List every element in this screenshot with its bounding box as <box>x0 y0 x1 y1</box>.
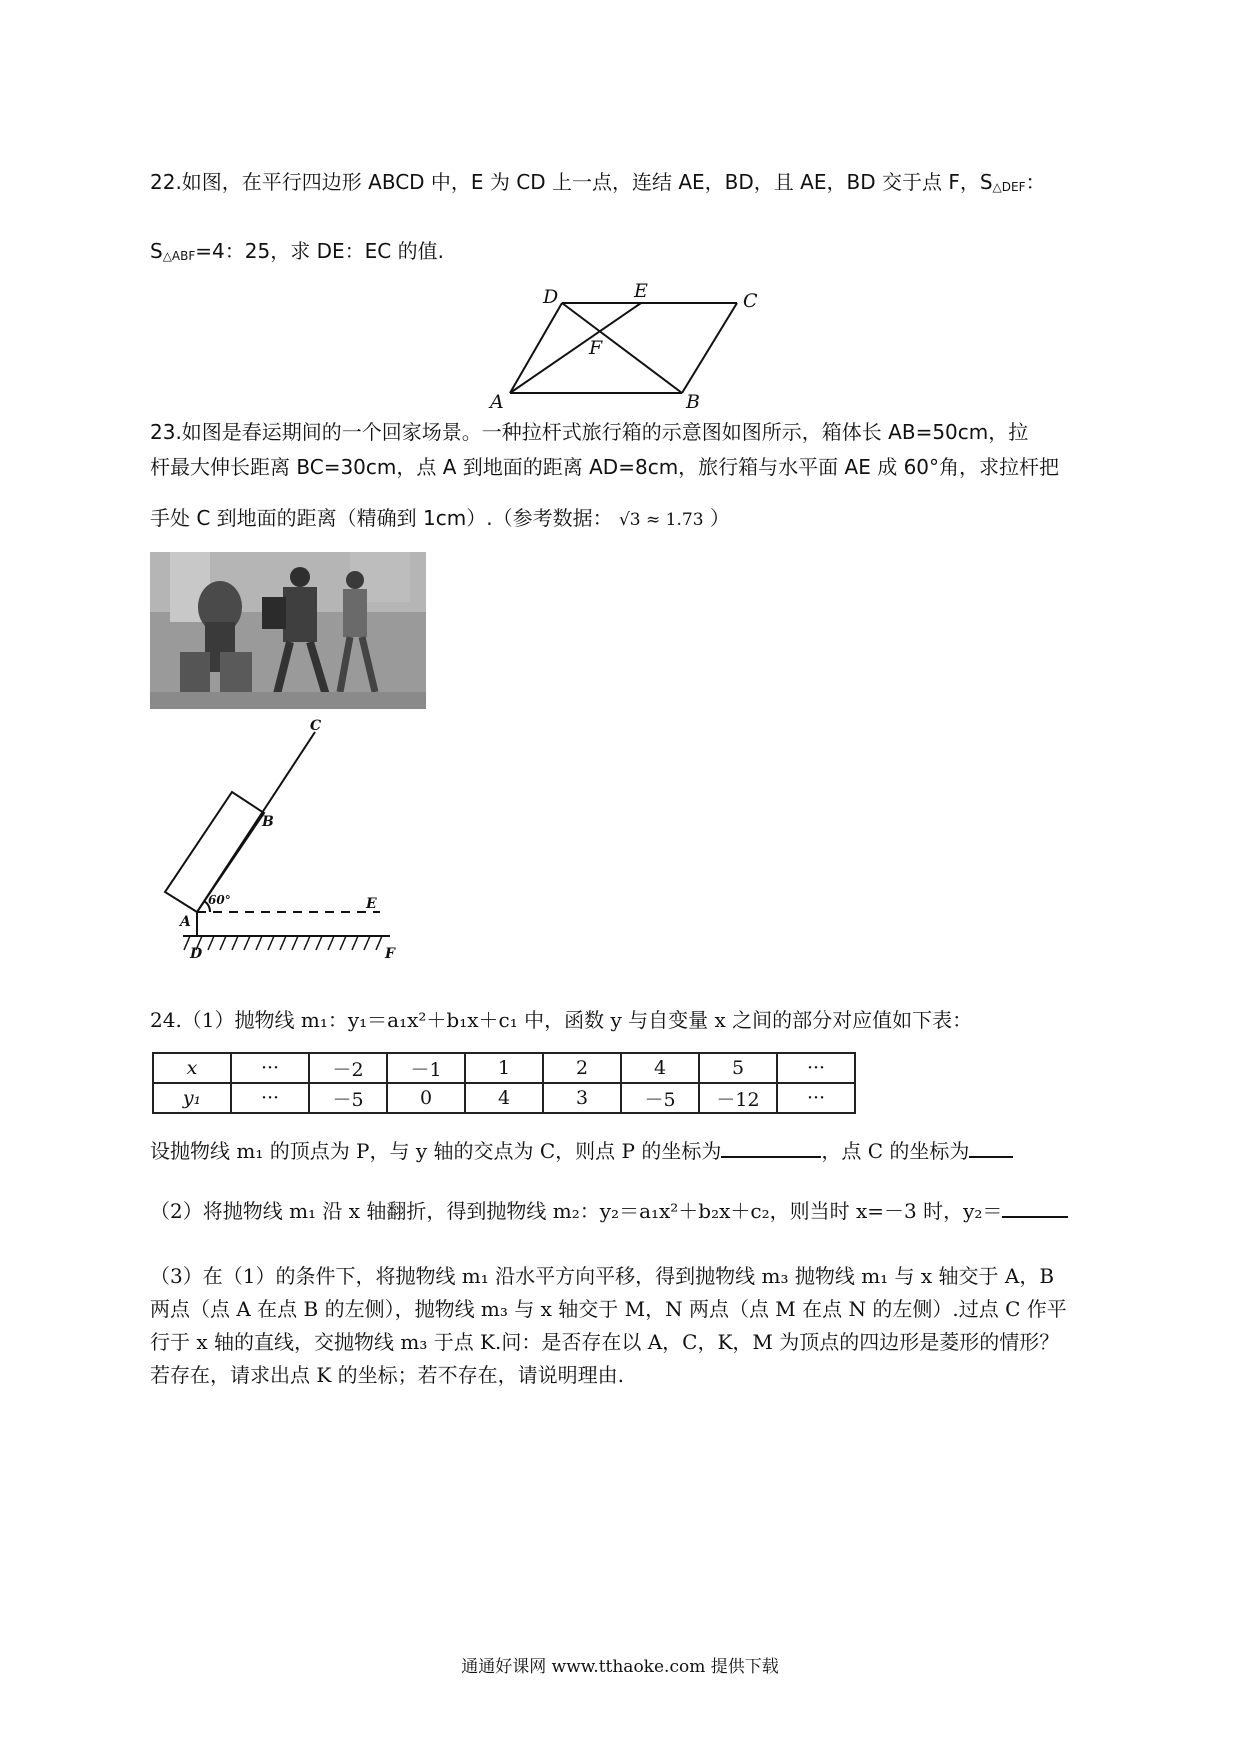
answer-blank-c[interactable] <box>969 1136 1013 1158</box>
label-e: E <box>634 280 648 302</box>
q24-part3-line1: （3）在（1）的条件下，将抛物线 m₁ 沿水平方向平移，得到抛物线 m₃ 抛物线 m₁ 与 x 轴交于 A，B <box>150 1264 1055 1288</box>
q22-text-1-end: ： <box>1025 170 1046 194</box>
label-c-fig: C <box>310 718 322 734</box>
table-row-x <box>153 1053 855 1083</box>
table-cell: ··· <box>231 1083 309 1113</box>
page-footer: 通通好课网 www.tthaoke.com 提供下载 <box>461 1657 779 1677</box>
label-d-fig: D <box>190 946 203 962</box>
table-cell: 0 <box>387 1083 465 1113</box>
table-cell: 4 <box>621 1053 699 1083</box>
q22-text-1: 22.如图，在平行四边形 ABCD 中，E 为 CD 上一点，连结 AE，BD，且 AE，BD 交于点 F，S <box>150 170 993 194</box>
q22-s: S <box>150 239 163 263</box>
q23-text-3: 手处 C 到地面的距离（精确到 1cm）.（参考数据： <box>150 506 613 530</box>
q24-part3-line3: 行于 x 轴的直线，交抛物线 m₃ 于点 K.问：是否存在以 A，C，K，M 为顶点的四边形是菱形的情形？ <box>150 1330 1060 1354</box>
answer-blank-p[interactable] <box>721 1136 821 1158</box>
label-a: A <box>490 391 504 413</box>
table-cell: －5 <box>309 1083 387 1113</box>
table-cell: －12 <box>699 1083 777 1113</box>
label-f: F <box>589 337 603 359</box>
label-c: C <box>743 290 758 312</box>
q22-sub-abf: △ABF <box>162 249 196 263</box>
table-cell: 5 <box>699 1053 777 1083</box>
label-d: D <box>543 286 559 308</box>
angle-label: 60° <box>208 893 231 907</box>
table-cell: 3 <box>543 1083 621 1113</box>
q24-intro: 24.（1）抛物线 m₁：y₁＝a₁x²＋b₁x＋c₁ 中，函数 y 与自变量 x 之间的部分对应值如下表： <box>150 1008 973 1032</box>
table-row-y <box>153 1083 855 1113</box>
table-cell: －2 <box>309 1053 387 1083</box>
q24-part1 <box>150 1136 1013 1165</box>
ground-hatching <box>184 936 382 950</box>
q24-p1-text-b: ，点 C 的坐标为 <box>821 1139 970 1163</box>
table-cell: －1 <box>387 1053 465 1083</box>
table-cell: ··· <box>231 1053 309 1083</box>
label-e-fig: E <box>366 896 377 912</box>
table-cell: 2 <box>543 1053 621 1083</box>
table-cell: －5 <box>621 1083 699 1113</box>
value-table <box>152 1052 856 1114</box>
sqrt3-reference: √3 ≈ 1.73 <box>618 510 704 530</box>
answer-blank-y2[interactable] <box>1002 1196 1068 1218</box>
table-cell: 4 <box>465 1083 543 1113</box>
q23-line1: 23.如图是春运期间的一个回家场景。一种拉杆式旅行箱的示意图如图所示，箱体长 AB=50cm，拉 <box>150 420 1029 444</box>
q22-sub-def: △DEF <box>992 180 1026 194</box>
label-f-fig: F <box>385 946 395 962</box>
label-b: B <box>686 391 700 413</box>
q23-text-3-end: ） <box>709 506 730 530</box>
table-cell: y₁ <box>153 1083 231 1113</box>
q24-p2-text: （2）将抛物线 m₁ 沿 x 轴翻折，得到抛物线 m₂：y₂＝a₁x²＋b₂x＋c₂，则当时 x=－3 时，y₂＝ <box>150 1199 1003 1223</box>
q22-text-2: =4：25，求 DE：EC 的值. <box>195 239 444 263</box>
label-b-fig: B <box>262 814 274 830</box>
q24-p1-text-a: 设抛物线 m₁ 的顶点为 P，与 y 轴的交点为 C，则点 P 的坐标为 <box>150 1139 722 1163</box>
table-cell: ··· <box>777 1083 855 1113</box>
table-cell: 1 <box>465 1053 543 1083</box>
q24-part3-line4: 若存在，请求出点 K 的坐标；若不存在，请说明理由. <box>150 1363 625 1387</box>
label-a-fig: A <box>180 914 191 930</box>
q24-part2 <box>150 1196 1068 1225</box>
table-cell: ··· <box>777 1053 855 1083</box>
table-cell: x <box>153 1053 231 1083</box>
q23-line2: 杆最大伸长距离 BC=30cm，点 A 到地面的距离 AD=8cm，旅行箱与水平面 AE 成 60°角，求拉杆把 <box>150 455 1060 479</box>
q24-part3-line2: 两点（点 A 在点 B 的左侧），抛物线 m₃ 与 x 轴交于 M，N 两点（点 M 在点 N 的左侧）.过点 C 作平 <box>150 1297 1067 1321</box>
